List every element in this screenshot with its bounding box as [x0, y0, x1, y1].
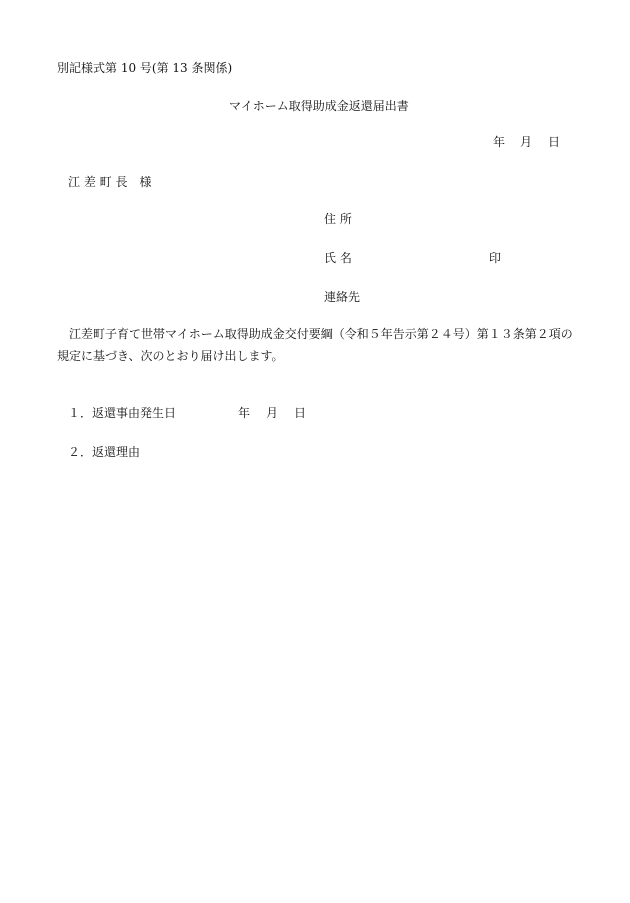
- address-label: 住 所: [324, 212, 352, 226]
- seal-label: 印: [489, 251, 502, 265]
- body-paragraph: 江差町子育て世帯マイホーム取得助成金交付要綱（令和５年告示第２４号）第１３条第２項の規定に基づき、次のとおり届け出します。: [57, 327, 573, 363]
- document-title: マイホーム取得助成金返還届出書: [229, 99, 409, 113]
- date-year-label: 年: [493, 135, 506, 149]
- item-return-date-year-label: 年: [238, 406, 251, 420]
- item-return-date-day-label: 日: [294, 406, 307, 420]
- item-return-date-label: １．返還事由発生日: [68, 406, 177, 420]
- item-return-reason-label: ２．返還理由: [68, 445, 141, 459]
- date-day-label: 日: [548, 135, 561, 149]
- name-label: 氏 名: [324, 251, 352, 265]
- form-number: 別記様式第 10 号(第 13 条関係): [57, 61, 233, 75]
- item-return-date-month-label: 月: [266, 406, 279, 420]
- date-month-label: 月: [520, 135, 533, 149]
- contact-label: 連絡先: [324, 290, 361, 304]
- addressee: 江 差 町 長 様: [68, 175, 152, 189]
